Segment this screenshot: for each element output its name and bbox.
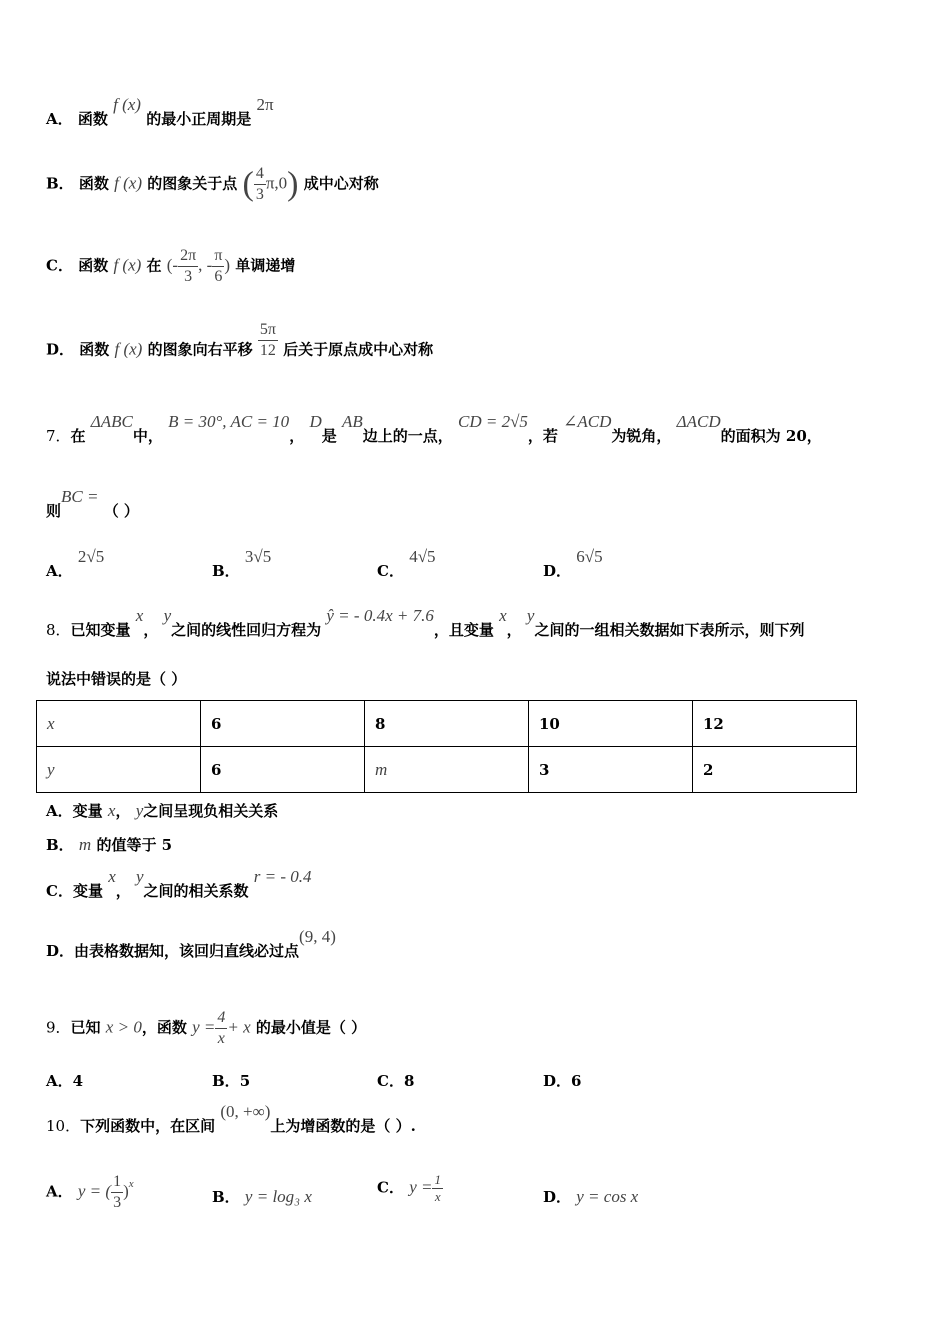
q10-option-c: C． y = $\frac{1}{x}$ [377,1172,441,1204]
table-row: y 6 m 3 2 [37,747,857,793]
q8-stem: 8．已知变量 x， y之间的线性回归方程为 ŷ = - 0.4x + 7.6，且变量 x， y之间的一组相关数据如下表所示，则下列 [46,606,805,639]
q7-option-d: D． 6√5 [543,547,603,580]
q7-stem: 7．在 ΔABC中， B = 30°, AC = 10， D是 AB边上的一点， CD = 2√5，若 ∠ACD为锐角， ΔACD的面积为 20， [46,412,822,445]
q9-option-c: C．8 [377,1072,415,1090]
q9-option-b: B．5 [212,1072,251,1090]
q8-option-b: B． m 的值等于 5 [46,835,173,854]
q7-option-c: C． 4√5 [377,547,436,580]
q9-stem: 9．已知 x > 0，函数 y = $\frac{4}{x}$ + x 的最小值是（ ） [46,1009,367,1047]
q9-option-d: D．6 [543,1072,582,1090]
fraction: $\frac{4}{3}$ [255,165,264,203]
q7-stem-cont: 则BC = （ ） [46,487,139,520]
q6-option-b: B． 函数 f (x) 的图象关于点 ( $\frac{4}{3}$ π,0) 成中心对称 [46,165,379,203]
math-value: 2π [256,95,274,114]
q10-option-b: B． y = log₃ x [212,1187,312,1206]
q10-option-a: A． y = ( $\frac{1}{3}$ )$^x$ [46,1173,134,1211]
q9-option-a: A．4 [46,1072,84,1090]
q8-option-d: D．由表格数据知，该回归直线必过点(9, 4) [46,927,336,960]
math-fx: f (x) [113,95,141,114]
q8-option-a: A．变量 x， y之间呈现负相关关系 [46,801,279,820]
q6-option-a: A． 函数 f (x) 的最小正周期是 2π [46,95,274,128]
q7-option-b: B． 3√5 [212,547,272,580]
q7-option-a: A． 2√5 [46,547,105,580]
table-row: x 6 8 10 12 [37,701,857,747]
q8-stem-cont: 说法中错误的是（ ） [46,670,187,688]
data-table [36,700,857,793]
q6-option-d: D． 函数 f (x) 的图象向右平移 $\frac{5\pi}{12}$ 后关于原点成中心对称 [46,321,434,359]
option-label: A． [46,110,73,128]
q8-option-c: C．变量 x， y之间的相关系数 r = - 0.4 [46,867,312,900]
q10-stem: 10．下列函数中，在区间 (0, +∞)上为增函数的是（ ）. [46,1102,416,1135]
q6-option-c: C． 函数 f (x) 在 (- $\frac{2\pi}{3}$ , - $\frac{\pi}{6}$ ) 单调递增 [46,247,296,285]
q10-option-d: D． y = cos x [543,1187,639,1206]
